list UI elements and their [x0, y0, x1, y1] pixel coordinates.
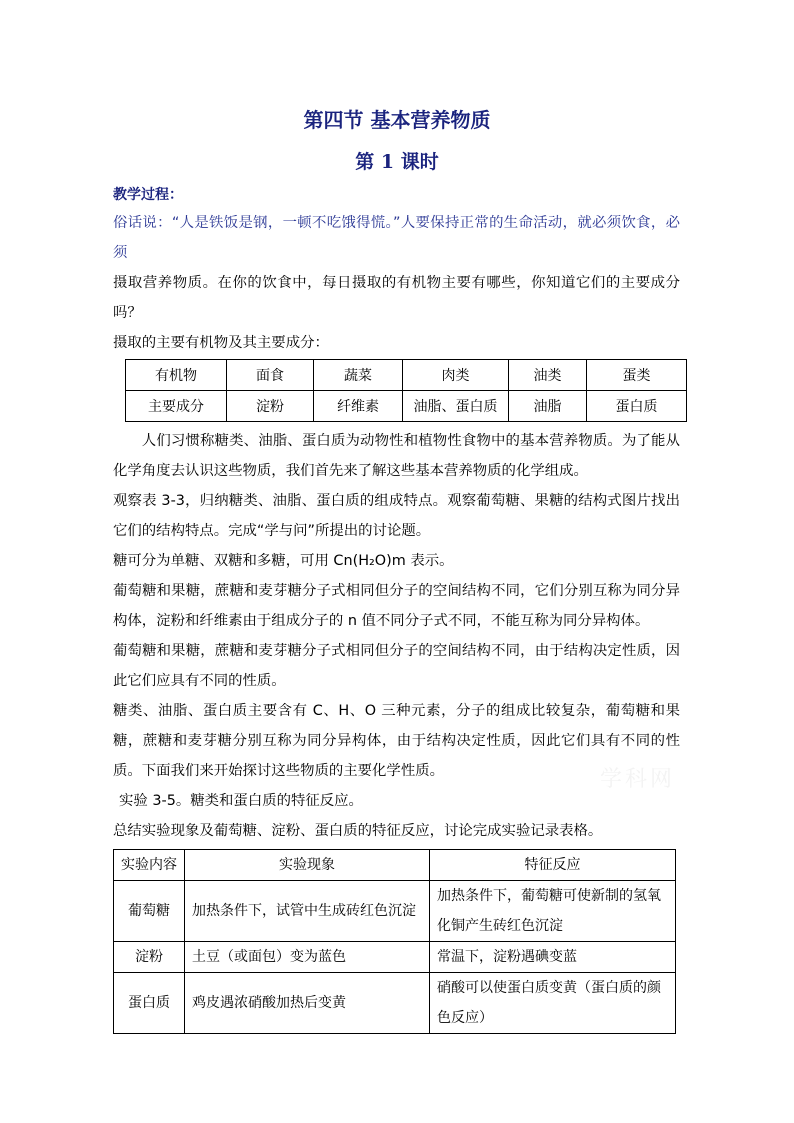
table-cell: 淀粉 [227, 391, 314, 422]
table-cell: 加热条件下，葡萄糖可使新制的氢氧化铜产生砖红色沉淀 [430, 881, 676, 942]
table-cell: 实验内容 [114, 850, 185, 881]
table-cell: 主要成分 [126, 391, 227, 422]
lesson-subtitle: 第 1 课时 [355, 151, 439, 173]
table-cell: 面食 [227, 360, 314, 391]
experiment-table [113, 849, 676, 1034]
paragraph-sugar-types: 糖可分为单糖、双糖和多糖，可用 Cn(H₂O)m 表示。 [113, 553, 454, 569]
paragraph-structure: 葡萄糖和果糖，蔗糖和麦芽糖分子式相同但分子的空间结构不同，由于结构决定性质，因此它们应具有不同的性质。 [113, 643, 680, 689]
food-table [125, 359, 687, 422]
content-body [113, 182, 680, 1034]
paragraph-basic-nutrients: 人们习惯称糖类、油脂、蛋白质为动物性和植物性食物中的基本营养物质。为了能从化学角度去认识这些物质，我们首先来了解这些基本营养物质的化学组成。 [113, 433, 680, 479]
watermark: 学科网 [600, 767, 676, 792]
table-row [114, 973, 676, 1034]
table-cell: 油脂、蛋白质 [403, 391, 509, 422]
table-cell: 葡萄糖 [114, 881, 185, 942]
table-cell: 蔬菜 [314, 360, 403, 391]
section-label: 教学过程： [113, 187, 183, 203]
table-cell: 蛋白质 [587, 391, 687, 422]
table-cell: 肉类 [403, 360, 509, 391]
paragraph-observe: 观察表 3-3，归纳糖类、油脂、蛋白质的组成特点。观察葡萄糖、果糖的结构式图片找出它们的结构特点。完成“学与问”所提出的讨论题。 [113, 493, 680, 539]
page-title: 第四节 基本营养物质 [303, 108, 491, 132]
table-row [114, 850, 676, 881]
table-cell: 蛋白质 [114, 973, 185, 1034]
table-cell: 加热条件下，试管中生成砖红色沉淀 [185, 881, 430, 942]
table-cell: 蛋类 [587, 360, 687, 391]
table-row [114, 942, 676, 973]
table-row [114, 881, 676, 942]
table-cell: 油脂 [509, 391, 587, 422]
table-cell: 有机物 [126, 360, 227, 391]
table-row [126, 360, 687, 391]
table-row [126, 391, 687, 422]
table-cell: 纤维素 [314, 391, 403, 422]
table-cell: 油类 [509, 360, 587, 391]
intro-line-3: 摄取的主要有机物及其主要成分： [113, 335, 329, 351]
intro-line-2: 摄取营养物质。在你的饮食中，每日摄取的有机物主要有哪些，你知道它们的主要成分吗？ [113, 275, 680, 321]
table-cell: 鸡皮遇浓硝酸加热后变黄 [185, 973, 430, 1034]
table-cell: 特征反应 [430, 850, 676, 881]
table-cell: 土豆（或面包）变为蓝色 [185, 942, 430, 973]
paragraph-elements: 糖类、油脂、蛋白质主要含有 C、H、O 三种元素，分子的组成比较复杂，葡萄糖和果糖，蔗糖和麦芽糖分别互称为同分异构体，由于结构决定性质，因此它们具有不同的性质。下面我们来开始探讨这些物质的主要化学性质。 [113, 703, 680, 779]
paragraph-isomers: 葡萄糖和果糖，蔗糖和麦芽糖分子式相同但分子的空间结构不同，它们分别互称为同分异构体，淀粉和纤维素由于组成分子的 n 值不同分子式不同，不能互称为同分异构体。 [113, 583, 680, 629]
intro-quote: 俗话说：“人是铁饭是钢，一顿不吃饿得慌。”人要保持正常的生命活动，就必须饮食，必须 [113, 215, 680, 261]
paragraph-experiment: 实验 3-5。糖类和蛋白质的特征反应。 [119, 793, 363, 809]
paragraph-summary: 总结实验现象及葡萄糖、淀粉、蛋白质的特征反应，讨论完成实验记录表格。 [113, 823, 603, 839]
table-cell: 常温下，淀粉遇碘变蓝 [430, 942, 676, 973]
table-cell: 淀粉 [114, 942, 185, 973]
table-cell: 硝酸可以使蛋白质变黄（蛋白质的颜色反应） [430, 973, 676, 1034]
table-cell: 实验现象 [185, 850, 430, 881]
